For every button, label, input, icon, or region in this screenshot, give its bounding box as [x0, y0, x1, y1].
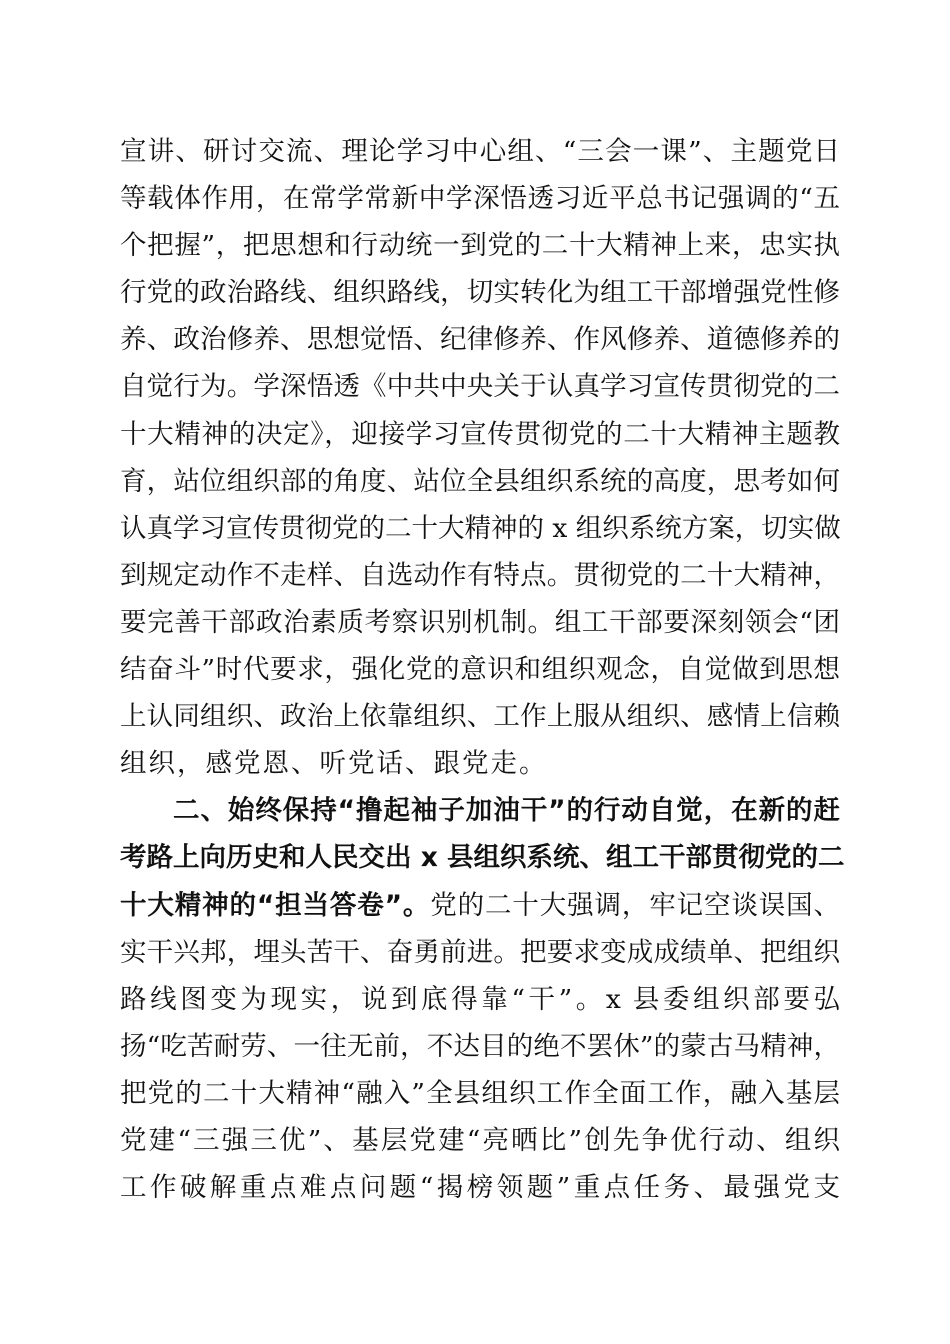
- paragraph-line: 实干兴邦，埋头苦干、奋勇前进。把要求变成成绩单、把组织: [120, 936, 840, 968]
- paragraph-line: 宣讲、研讨交流、理论学习中心组、“三会一课”、主题党日: [120, 136, 840, 167]
- section-heading-text: 十大精神的“担当答卷”。: [120, 889, 431, 921]
- paragraph-line: 育，站位组织部的角度、站位全县组织系统的高度，思考如何: [120, 465, 840, 497]
- paragraph-line: 等载体作用，在常学常新中学深悟透习近平总书记强调的“五: [120, 183, 840, 215]
- paragraph-line: 要完善干部政治素质考察识别机制。组工干部要深刻领会“团: [120, 606, 840, 638]
- paragraph-line: 路线图变为现实，说到底得靠“干”。x 县委组织部要弘: [120, 983, 840, 1015]
- section-heading-mixed-line: [120, 882, 840, 929]
- document-body: [120, 128, 845, 1211]
- paragraph-line: 个把握”，把思想和行动统一到党的二十大精神上来，忠实执: [120, 230, 840, 262]
- paragraph-line: 上认同组织、政治上依靠组织、工作上服从组织、感情上信赖: [120, 701, 840, 733]
- paragraph-line: 自觉行为。学深悟透《中共中央关于认真学习宣传贯彻党的二: [120, 371, 840, 403]
- paragraph-line: 工作破解重点难点问题“揭榜领题”重点任务、最强党支: [120, 1172, 840, 1204]
- section-heading-line: 二、始终保持“撸起袖子加油干”的行动自觉，在新的赶: [173, 795, 840, 827]
- paragraph-line: 结奋斗”时代要求，强化党的意识和组织观念，自觉做到思想: [120, 654, 840, 686]
- paragraph-line: 扬“吃苦耐劳、一往无前，不达目的绝不罢休”的蒙古马精神，: [120, 1030, 840, 1062]
- paragraph-line: 养、政治修养、思想觉悟、纪律修养、作风修养、道德修养的: [120, 324, 840, 356]
- section-heading-line: 考路上向历史和人民交出 x 县组织系统、组工干部贯彻党的二: [120, 842, 845, 874]
- paragraph-line: 认真学习宣传贯彻党的二十大精神的 x 组织系统方案，切实做: [120, 512, 841, 544]
- paragraph-text: 党的二十大强调，牢记空谈误国、: [430, 889, 840, 921]
- paragraph-line: 党建“三强三优”、基层党建“亮晒比”创先争优行动、组织: [120, 1124, 840, 1156]
- paragraph-line: 到规定动作不走样、自选动作有特点。贯彻党的二十大精神，: [120, 559, 840, 591]
- paragraph-line: 行党的政治路线、组织路线，切实转化为组工干部增强党性修: [120, 277, 840, 309]
- paragraph-line: 把党的二十大精神“融入”全县组织工作全面工作，融入基层: [120, 1077, 840, 1109]
- paragraph-line: 十大精神的决定》，迎接学习宣传贯彻党的二十大精神主题教: [120, 418, 840, 450]
- paragraph-line: 组织，感党恩、听党话、跟党走。: [120, 748, 548, 780]
